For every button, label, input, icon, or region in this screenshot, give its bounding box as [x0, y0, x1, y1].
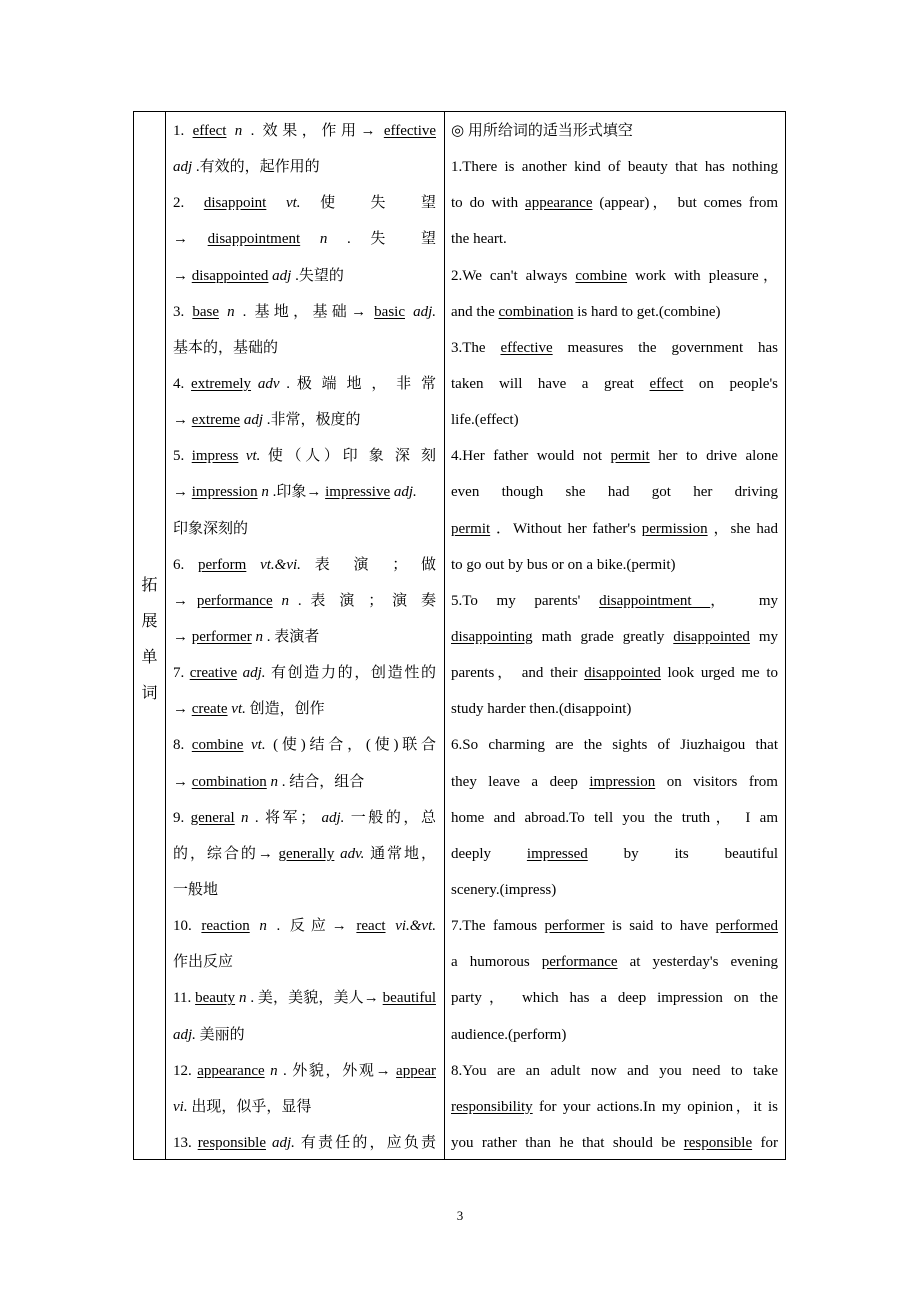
part-of-speech: n — [241, 809, 249, 826]
answer-word: disappointment — [207, 231, 301, 248]
exercise-line — [451, 518, 778, 554]
answer-word: impression — [191, 484, 258, 501]
answer-word: appearance — [525, 195, 593, 212]
exercise-line — [451, 409, 778, 445]
part-of-speech: adj. — [242, 665, 266, 682]
text-segment: → — [173, 592, 188, 609]
text-segment: to go out by bus or on a bike.(permit) — [451, 556, 676, 573]
exercise-line — [451, 626, 778, 662]
part-of-speech: n — [255, 628, 263, 645]
text-segment: 4. — [173, 375, 185, 392]
word-line — [173, 373, 436, 409]
answer-word: performer — [191, 628, 252, 645]
text-segment: 有创造力的，创造性的 — [270, 665, 436, 682]
text-segment: 基本的，基础的 — [173, 339, 279, 356]
text-segment: 1.There is another kind of beauty that has nothing — [451, 159, 778, 176]
part-of-speech: adj. — [321, 809, 345, 826]
answer-word: impression — [589, 773, 656, 790]
text-segment: → — [173, 628, 188, 645]
text-segment: ◎ 用所给词的适当形式填空 — [451, 123, 633, 139]
text-segment: 印象深刻的 — [173, 520, 249, 537]
text-segment: scenery.(impress) — [451, 881, 557, 898]
part-of-speech: vt. — [251, 737, 266, 754]
part-of-speech: n — [319, 231, 328, 248]
word-line — [173, 156, 444, 192]
text-segment: 一般地 — [173, 881, 219, 898]
text-segment: on people's — [698, 375, 778, 392]
text-segment: even though she had got her driving — [451, 484, 778, 501]
exercise-line — [451, 590, 778, 626]
word-line — [173, 1060, 436, 1096]
text-segment: 创造，创作 — [249, 701, 325, 718]
word-line — [173, 734, 436, 770]
section-label — [134, 567, 165, 711]
answer-word: responsibility — [451, 1098, 533, 1115]
word-line — [173, 120, 436, 156]
part-of-speech: n — [227, 303, 235, 320]
word-line — [173, 445, 436, 481]
exercise-line — [451, 337, 778, 373]
text-segment: → — [173, 773, 188, 790]
text-segment: 3. — [173, 303, 185, 320]
text-segment: . 反应→ — [276, 918, 347, 935]
text-segment: 11. — [173, 990, 192, 1007]
text-segment: 1. — [173, 123, 185, 139]
text-segment: . 外貌，外观→ — [283, 1062, 391, 1079]
text-segment: 12. — [173, 1062, 192, 1079]
text-segment: my — [758, 628, 778, 645]
text-segment: the heart. — [451, 231, 507, 248]
text-segment: → — [173, 267, 188, 284]
section-label-char: 词 — [141, 683, 158, 702]
exercise-line — [451, 987, 778, 1023]
part-of-speech: vi.&vt. — [395, 918, 436, 935]
answer-word: react — [356, 918, 386, 935]
word-list — [173, 120, 444, 1159]
text-segment: 有责任的，应负责 — [300, 1134, 436, 1151]
text-segment: ， my — [710, 592, 778, 609]
word-line — [173, 518, 444, 554]
answer-word: performed — [715, 918, 778, 935]
word-line — [173, 1024, 444, 1060]
word-line — [173, 265, 444, 301]
text-segment: you rather than he that should be — [451, 1134, 684, 1151]
text-segment: home and abroad.To tell you the truth， I am — [451, 809, 778, 826]
answer-word: permit — [610, 448, 650, 465]
text-segment: 的，综合的→ — [173, 845, 273, 862]
word-line — [173, 337, 444, 373]
text-segment: 使 失 望 — [320, 195, 436, 212]
part-of-speech: vt. — [231, 701, 246, 718]
text-segment: by its beautiful — [623, 845, 778, 862]
text-segment: audience.(perform) — [451, 1026, 567, 1043]
word-line — [173, 951, 444, 987]
text-segment: at yesterday's evening — [629, 954, 778, 971]
text-segment: → — [173, 231, 188, 248]
answer-word: reaction — [201, 918, 250, 935]
part-of-speech: adj — [173, 159, 193, 176]
answer-word: extremely — [191, 375, 252, 392]
text-segment: 通常地， — [370, 845, 436, 862]
word-line — [173, 1096, 444, 1132]
answer-word: combination — [191, 773, 267, 790]
text-segment: .失望的 — [295, 267, 344, 284]
text-segment: for your actions.In my opinion，it is — [539, 1098, 778, 1115]
text-segment: a humorous — [451, 954, 542, 971]
text-segment: → — [173, 484, 188, 501]
word-line — [173, 1132, 436, 1159]
word-line — [173, 481, 444, 517]
text-segment: to do with — [451, 195, 526, 212]
text-segment: 作出反应 — [173, 954, 234, 971]
exercise-line — [451, 192, 778, 228]
word-line — [173, 192, 436, 228]
word-line — [173, 662, 436, 698]
answer-word: performance — [541, 954, 618, 971]
text-segment: her to drive alone — [658, 448, 778, 465]
answer-word: impressive — [325, 484, 391, 501]
word-line — [173, 590, 436, 626]
part-of-speech: n — [261, 484, 269, 501]
section-label-cell — [134, 112, 166, 1159]
text-segment: 4.Her father would not — [451, 448, 611, 465]
page-number: 3 — [456, 1208, 464, 1223]
text-segment: taken will have a great — [451, 375, 650, 392]
text-segment: . 将军； — [254, 809, 316, 826]
part-of-speech: n — [238, 990, 247, 1007]
text-segment: 2. — [173, 195, 185, 212]
exercise-line — [451, 228, 778, 264]
text-segment: . 极 端 地 ， 非 常 — [286, 375, 436, 392]
answer-word: effective — [383, 123, 436, 139]
answer-word: creative — [189, 665, 238, 682]
part-of-speech: n — [259, 918, 267, 935]
text-segment: 出现，似乎，显得 — [191, 1098, 312, 1115]
exercise-line — [451, 879, 778, 915]
answer-word: disappointed — [191, 267, 269, 284]
text-segment: .印象→ — [272, 484, 322, 501]
answer-word: combination — [498, 303, 574, 320]
exercise-line — [451, 698, 778, 734]
text-segment: for — [760, 1134, 778, 1151]
exercise-line — [451, 843, 778, 879]
text-segment: look urged me to — [667, 665, 778, 682]
exercise-line — [451, 1132, 778, 1159]
text-segment: 5.To my parents' — [451, 592, 600, 609]
answer-word: disappoint — [203, 195, 267, 212]
answer-word: generally — [278, 845, 335, 862]
text-segment: 7. — [173, 665, 185, 682]
text-segment: (appear)， but comes from — [599, 195, 778, 212]
text-segment: parents， and their — [451, 665, 585, 682]
word-line — [173, 698, 444, 734]
part-of-speech: adj. — [393, 484, 417, 501]
word-line — [173, 807, 436, 843]
text-segment: 3.The — [451, 339, 501, 356]
answer-word: responsible — [197, 1134, 267, 1151]
answer-word: impressed — [526, 845, 588, 862]
exercise-line — [451, 771, 778, 807]
part-of-speech: vt. — [285, 195, 301, 212]
text-segment: 表 演 ； 做 — [314, 556, 436, 573]
exercise-line — [451, 951, 778, 987]
exercise-line — [451, 481, 778, 517]
part-of-speech: adj. — [271, 1134, 295, 1151]
exercise-line — [451, 915, 778, 951]
part-of-speech: vt. — [245, 448, 261, 465]
text-segment: 5. — [173, 448, 185, 465]
answer-word: impress — [191, 448, 239, 465]
text-segment: study harder then.(disappoint) — [451, 701, 632, 718]
answer-word: effect — [649, 375, 684, 392]
answer-word: beauty — [195, 990, 236, 1007]
text-segment: 一般的，总 — [350, 809, 436, 826]
answer-word: permit — [451, 520, 491, 537]
text-segment: is hard to get.(combine) — [577, 303, 721, 320]
word-line — [173, 554, 436, 590]
part-of-speech: adv. — [340, 845, 365, 862]
word-line — [173, 915, 436, 951]
exercise-cell — [445, 112, 786, 1159]
exercise-line — [451, 445, 778, 481]
answer-word: base — [192, 303, 219, 320]
answer-word: disappointed — [673, 628, 750, 645]
exercise-line — [451, 120, 778, 156]
text-segment: 使（人）印 象 深 刻 — [267, 448, 436, 465]
word-line — [173, 843, 436, 879]
text-segment: 10. — [173, 918, 192, 935]
part-of-speech: adj — [272, 267, 292, 284]
text-segment: . 结合，组合 — [281, 773, 365, 790]
vocabulary-table — [133, 111, 786, 1160]
answer-word: performer — [544, 918, 605, 935]
text-segment: . 表 演 ； 演 奏 — [297, 592, 436, 609]
section-label-char: 展 — [141, 611, 158, 630]
word-line — [173, 301, 436, 337]
answer-word: beautiful — [382, 990, 436, 1007]
exercise-line — [451, 156, 778, 192]
exercise-line — [451, 373, 778, 409]
answer-word: responsible — [683, 1134, 753, 1151]
exercise-line — [451, 554, 778, 590]
answer-word: disappointed — [584, 665, 661, 682]
part-of-speech: adj. — [413, 303, 436, 320]
text-segment: 8. — [173, 737, 185, 754]
text-segment: is said to have — [611, 918, 716, 935]
text-segment: 8.You are an adult now and you need to take — [451, 1062, 778, 1079]
answer-word: effect — [192, 123, 227, 139]
word-line — [173, 771, 444, 807]
word-line — [173, 409, 444, 445]
part-of-speech: vi. — [173, 1098, 188, 1115]
text-segment: . 美，美貌，美人→ — [250, 990, 379, 1007]
word-list-cell — [166, 112, 445, 1159]
text-segment: . 效果，作用→ — [250, 123, 376, 139]
answer-word: basic — [374, 303, 405, 320]
word-line — [173, 987, 436, 1023]
text-segment: 6. — [173, 556, 185, 573]
answer-word: extreme — [191, 412, 241, 429]
text-segment: work with pleasure， — [635, 267, 778, 284]
exercise-line — [451, 807, 778, 843]
text-segment: 6.So charming are the sights of Jiuzhaigou that — [451, 737, 778, 754]
answer-word: effective — [500, 339, 553, 356]
text-segment: 2.We can't always — [451, 267, 576, 284]
answer-word: performance — [196, 592, 273, 609]
text-segment: → — [173, 701, 188, 718]
exercise-line — [451, 662, 778, 698]
answer-word: permission — [641, 520, 708, 537]
text-segment: party， which has a deep impression on the — [451, 990, 778, 1007]
word-line — [173, 228, 436, 264]
exercise-line — [451, 1024, 778, 1060]
answer-word: general — [190, 809, 235, 826]
text-segment: on visitors from — [666, 773, 778, 790]
exercise-line — [451, 301, 778, 337]
answer-word: create — [191, 701, 228, 718]
answer-word: disappointment — [599, 592, 711, 609]
answer-word: appear — [396, 1062, 436, 1079]
text-segment: 美丽的 — [199, 1026, 245, 1043]
text-segment: .非常，极度的 — [266, 412, 361, 429]
text-segment: . 表演者 — [266, 628, 320, 645]
answer-word: perform — [198, 556, 247, 573]
text-segment: 9. — [173, 809, 185, 826]
text-segment: measures the government has — [567, 339, 778, 356]
answer-word: disappointing — [451, 628, 533, 645]
exercise-line — [451, 1060, 778, 1096]
text-segment: they leave a deep — [451, 773, 590, 790]
part-of-speech: n — [270, 1062, 278, 1079]
part-of-speech: n — [234, 123, 243, 139]
text-segment: deeply — [451, 845, 527, 862]
part-of-speech: adj. — [173, 1026, 196, 1043]
word-line — [173, 626, 444, 662]
section-label-char: 单 — [141, 647, 158, 666]
word-line — [173, 879, 444, 915]
exercise-line — [451, 1096, 778, 1132]
exercise-list — [451, 120, 778, 1159]
answer-word: appearance — [197, 1062, 265, 1079]
part-of-speech: n — [270, 773, 278, 790]
answer-word: combine — [191, 737, 244, 754]
text-segment: life.(effect) — [451, 412, 519, 429]
part-of-speech: adv — [257, 375, 280, 392]
text-segment: . 基地，基础→ — [242, 303, 367, 320]
answer-word: combine — [575, 267, 628, 284]
text-segment: → — [173, 412, 188, 429]
text-segment: and the — [451, 303, 499, 320]
exercise-line — [451, 734, 778, 770]
text-segment: (使)结合，(使)联合 — [273, 737, 436, 754]
text-segment: . 失 望 — [347, 231, 436, 248]
part-of-speech: vt.&vi. — [260, 556, 301, 573]
part-of-speech: adj — [243, 412, 263, 429]
text-segment: ．Without her father's — [495, 520, 642, 537]
part-of-speech: n — [281, 592, 289, 609]
text-segment: .有效的，起作用的 — [195, 159, 320, 176]
text-segment: 13. — [173, 1134, 192, 1151]
text-segment: math grade greatly — [541, 628, 674, 645]
section-label-char: 拓 — [141, 575, 158, 594]
text-segment: 7.The famous — [451, 918, 545, 935]
exercise-line — [451, 265, 778, 301]
text-segment: ，she had — [713, 520, 778, 537]
